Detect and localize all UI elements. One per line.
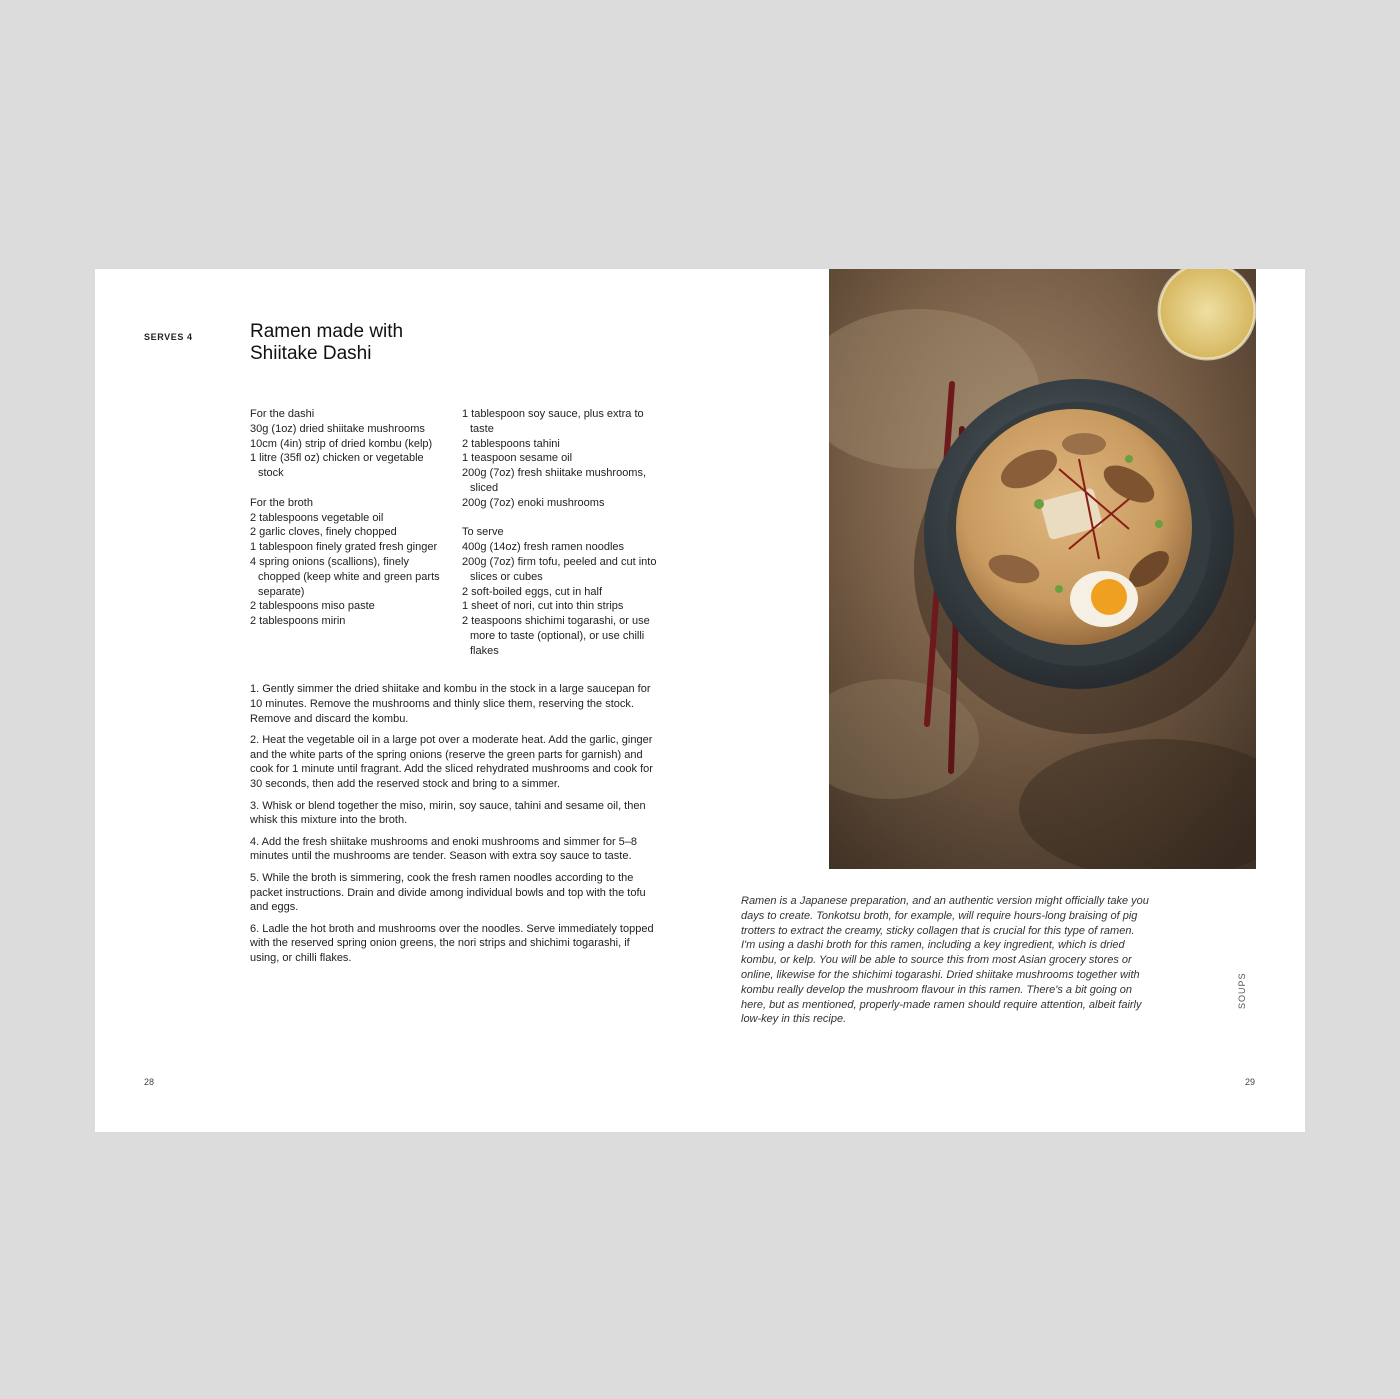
- page-number-right: 29: [1245, 1077, 1256, 1087]
- ingredients-column-1: [250, 407, 450, 644]
- ingredient-line: 200g (7oz) fresh shiitake mushrooms, sliced: [462, 467, 647, 494]
- recipe-title: [250, 321, 510, 365]
- title-line-1: Ramen made with: [250, 321, 404, 342]
- serves-label: SERVES 4: [144, 332, 193, 342]
- ingredient-line: 2 tablespoons tahini: [462, 437, 560, 450]
- section-label: SOUPS: [1237, 972, 1247, 1009]
- ingredient-line: 1 tablespoon finely grated fresh ginger: [250, 541, 438, 554]
- title-line-2: Shiitake Dashi: [250, 343, 372, 364]
- ingredient-line: 1 teaspoon sesame oil: [462, 452, 573, 465]
- method-step: 3. Whisk or blend together the miso, mirin, soy sauce, tahini and sesame oil, then whisk this mixture into the broth.: [250, 799, 646, 827]
- method-step: 6. Ladle the hot broth and mushrooms over the noodles. Serve immediately topped with the reserved spring onion greens, the nori strips and shichimi togarashi, if using, or chilli flakes.: [250, 922, 654, 965]
- ingredient-line: 10cm (4in) strip of dried kombu (kelp): [250, 437, 433, 450]
- ingredient-group-broth-continued: [462, 407, 662, 511]
- ingredient-line: 2 tablespoons vegetable oil: [250, 511, 384, 524]
- ingredient-line: 2 garlic cloves, finely chopped: [250, 526, 397, 539]
- ingredient-group-broth: [250, 496, 450, 629]
- method-steps: [250, 682, 660, 973]
- ingredient-line: 200g (7oz) firm tofu, peeled and cut into slices or cubes: [462, 555, 657, 583]
- ingredient-line: 1 tablespoon soy sauce, plus extra to taste: [462, 408, 644, 435]
- ingredients-column-2: [462, 407, 662, 673]
- ingredient-line: 2 teaspoons shichimi togarashi, or use more to taste (optional), or use chilli flakes: [462, 615, 650, 657]
- ingredient-group-serve: [462, 525, 662, 658]
- ingredient-line: 4 spring onions (scallions), finely chopped (keep white and green parts separate): [250, 555, 440, 598]
- ingredient-line: 30g (1oz) dried shiitake mushrooms: [250, 422, 425, 435]
- ingredient-line: 1 litre (35fl oz) chicken or vegetable stock: [250, 452, 424, 480]
- ingredient-line: 200g (7oz) enoki mushrooms: [462, 496, 605, 509]
- recipe-intro: Ramen is a Japanese preparation, and an authentic version might officially take you days to create. Tonkotsu broth, for example, will require hours-long braising of pig trotters to extract the creamy, sticky collagen that is crucial for this type of ramen. I'm using a dashi broth for this ramen, including a key ingredient, which is dried kombu, or kelp. You will be able to source this from most Asian grocery stores or online, likewise for the shichimi togarashi. Dried shiitake mushrooms together with kombu really develop the mushroom flavour in this ramen. There's a bit going on here, but as mentioned, properly-made ramen should require attention, albeit fairly low-key in this recipe.: [741, 895, 1149, 1026]
- method-step: 2. Heat the vegetable oil in a large pot over a moderate heat. Add the garlic, ginger and the white parts of the spring onions (reserve the green parts for garnish) and cook for 1 minute until fragrant. Add the sliced rehydrated mushrooms and cook for 30 seconds, then add the reserved stock and bring to a simmer.: [250, 733, 653, 791]
- method-step: 4. Add the fresh shiitake mushrooms and enoki mushrooms and simmer for 5–8 minutes until the mushrooms are tender. Season with extra soy sauce to taste.: [250, 835, 638, 863]
- method-step: 1. Gently simmer the dried shiitake and kombu in the stock in a large saucepan for 10 minutes. Remove the mushrooms and thinly slice them, reserving the stock. Remove and discard the kombu.: [250, 683, 651, 725]
- book-spread: [95, 269, 1305, 1132]
- ingredient-line: 1 sheet of nori, cut into thin strips: [462, 600, 624, 613]
- ingredient-line: 2 tablespoons miso paste: [250, 600, 375, 613]
- ramen-photo: [829, 269, 1256, 869]
- ingredient-heading: For the broth: [250, 496, 313, 509]
- ingredient-line: 2 soft-boiled eggs, cut in half: [462, 585, 603, 598]
- method-step: 5. While the broth is simmering, cook the fresh ramen noodles according to the packet instructions. Drain and divide among individual bowls and top with the tofu and eggs.: [250, 871, 646, 914]
- ingredient-group-dashi: [250, 407, 450, 481]
- ingredient-heading: For the dashi: [250, 408, 315, 420]
- ingredient-line: 400g (14oz) fresh ramen noodles: [462, 541, 625, 554]
- ingredient-line: 2 tablespoons mirin: [250, 615, 346, 628]
- ingredient-heading: To serve: [462, 526, 504, 539]
- page-number-left: 28: [144, 1077, 155, 1087]
